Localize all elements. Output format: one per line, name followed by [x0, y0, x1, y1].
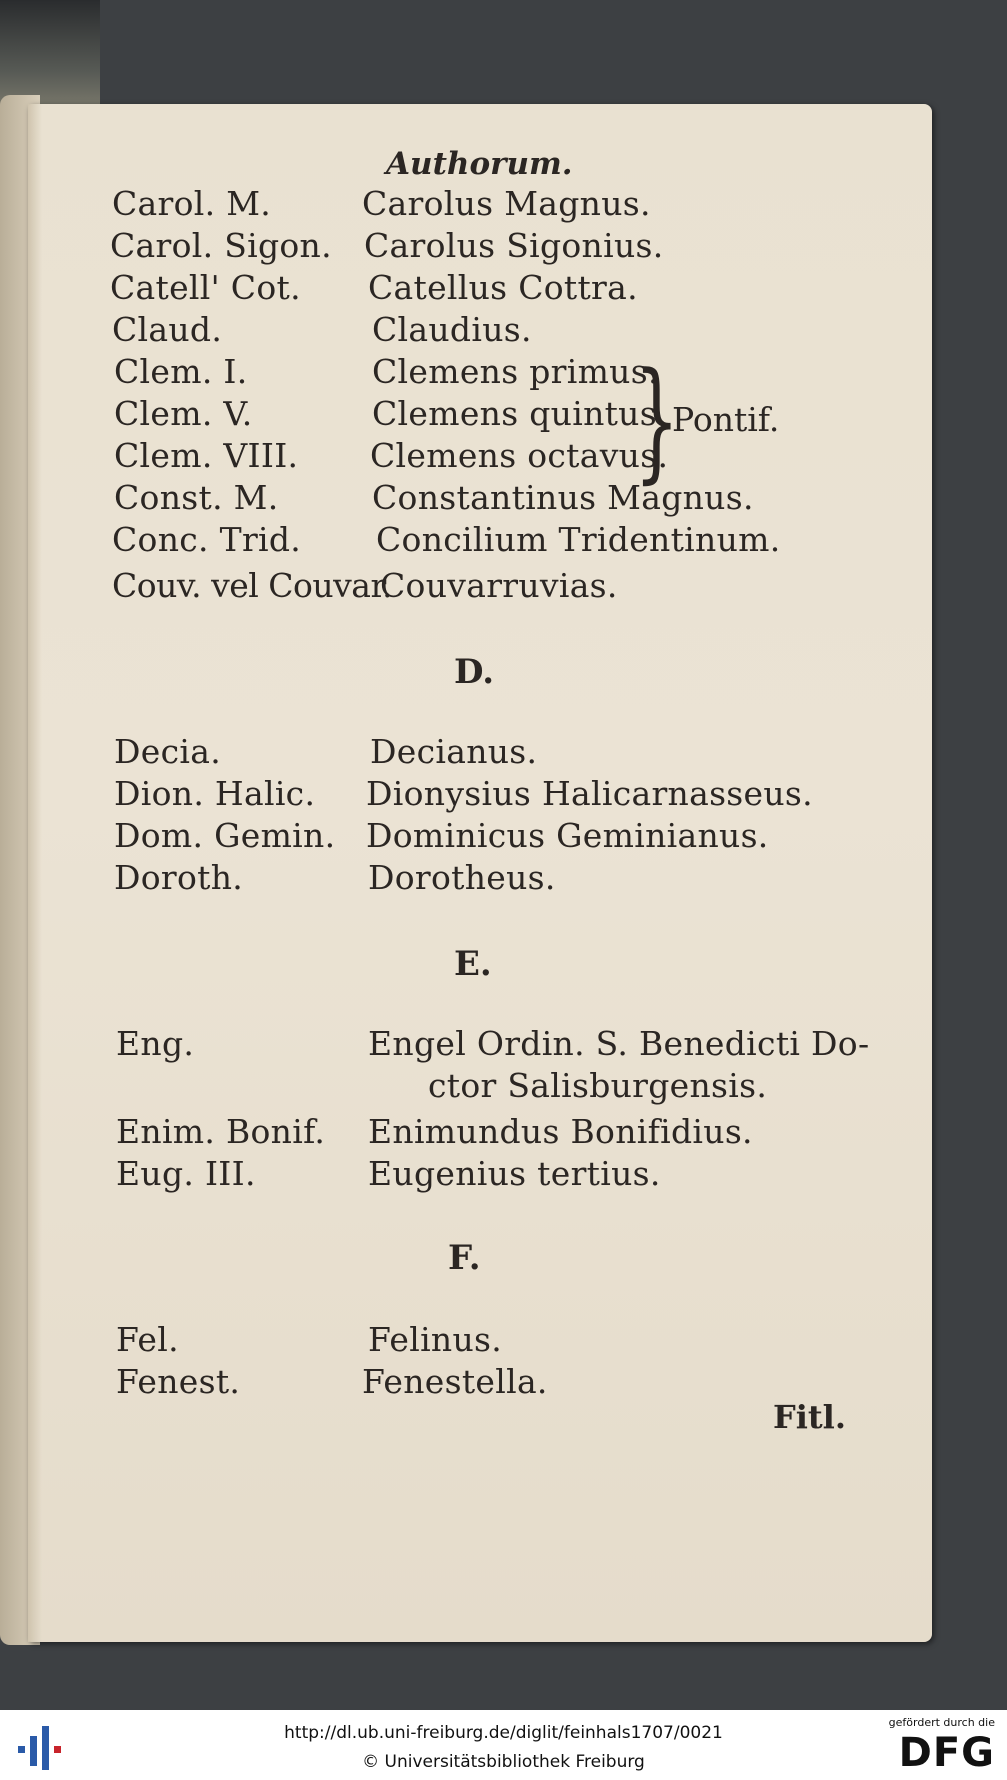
abbr-entry: Fenest.: [116, 1362, 241, 1401]
abbr-entry: Const. M.: [114, 478, 279, 517]
abbr-entry: Clem. VIII.: [114, 436, 299, 475]
section-letter: E.: [454, 944, 492, 984]
abbr-entry: Enim. Bonif.: [116, 1112, 326, 1151]
abbr-entry: Claud.: [112, 310, 223, 349]
abbr-entry: Clem. I.: [114, 352, 248, 391]
full-entry: Claudius.: [372, 310, 532, 349]
abbr-entry: Catell' Cot.: [110, 268, 301, 307]
full-entry: Catellus Cottra.: [368, 268, 638, 307]
bracket-brace: }: [634, 344, 680, 496]
abbr-entry: Doroth.: [114, 858, 244, 897]
abbr-entry: Carol. Sigon.: [110, 226, 332, 265]
full-entry: Concilium Tridentinum.: [376, 520, 781, 559]
full-entry: Fenestella.: [362, 1362, 548, 1401]
abbr-entry: Clem. V.: [114, 394, 253, 433]
full-entry: Carolus Magnus.: [362, 184, 651, 223]
abbr-entry: Dion. Halic.: [114, 774, 316, 813]
abbr-entry: Conc. Trid.: [112, 520, 302, 559]
page-gutter-shadow: [28, 104, 42, 1642]
full-entry: Engel Ordin. S. Benedicti Do-: [368, 1024, 870, 1063]
full-entry: Couvarruvias.: [380, 566, 618, 605]
section-letter: D.: [454, 652, 495, 692]
catchword: Fitl.: [773, 1398, 846, 1436]
full-entry-continuation: ctor Salisburgensis.: [428, 1066, 768, 1105]
section-letter: F.: [448, 1238, 481, 1278]
full-entry: Dorotheus.: [368, 858, 556, 897]
abbr-entry: Fel.: [116, 1320, 179, 1359]
abbr-entry: Eug. III.: [116, 1154, 256, 1193]
full-entry: Enimundus Bonifidius.: [368, 1112, 753, 1151]
abbr-entry: Couv. vel Couvar.: [112, 566, 393, 605]
full-entry: Clemens primus.: [372, 352, 659, 391]
abbr-entry: Decia.: [114, 732, 221, 771]
full-entry: Decianus.: [370, 732, 538, 771]
full-entry: Eugenius tertius.: [368, 1154, 661, 1193]
full-entry: Felinus.: [368, 1320, 503, 1359]
full-entry: Dominicus Geminianus.: [366, 816, 769, 855]
full-entry: Clemens quintus.: [372, 394, 668, 433]
page-header: Authorum.: [386, 146, 573, 182]
full-entry: Carolus Sigonius.: [364, 226, 664, 265]
full-entry: Clemens octavus.: [370, 436, 669, 475]
source-url-link[interactable]: http://dl.ub.uni-freiburg.de/diglit/feinhals1707/0021: [284, 1723, 723, 1743]
dfg-funding-text: gefördert durch die: [888, 1716, 995, 1729]
full-entry: Constantinus Magnus.: [372, 478, 754, 517]
full-entry: Dionysius Halicarnasseus.: [366, 774, 813, 813]
abbr-entry: Eng.: [116, 1024, 195, 1063]
copyright-text: © Universitätsbibliothek Freiburg: [362, 1752, 645, 1772]
bracket-label: Pontif.: [672, 400, 780, 439]
dfg-logo: DFG: [898, 1730, 995, 1776]
abbr-entry: Dom. Gemin.: [114, 816, 336, 855]
abbr-entry: Carol. M.: [112, 184, 272, 223]
